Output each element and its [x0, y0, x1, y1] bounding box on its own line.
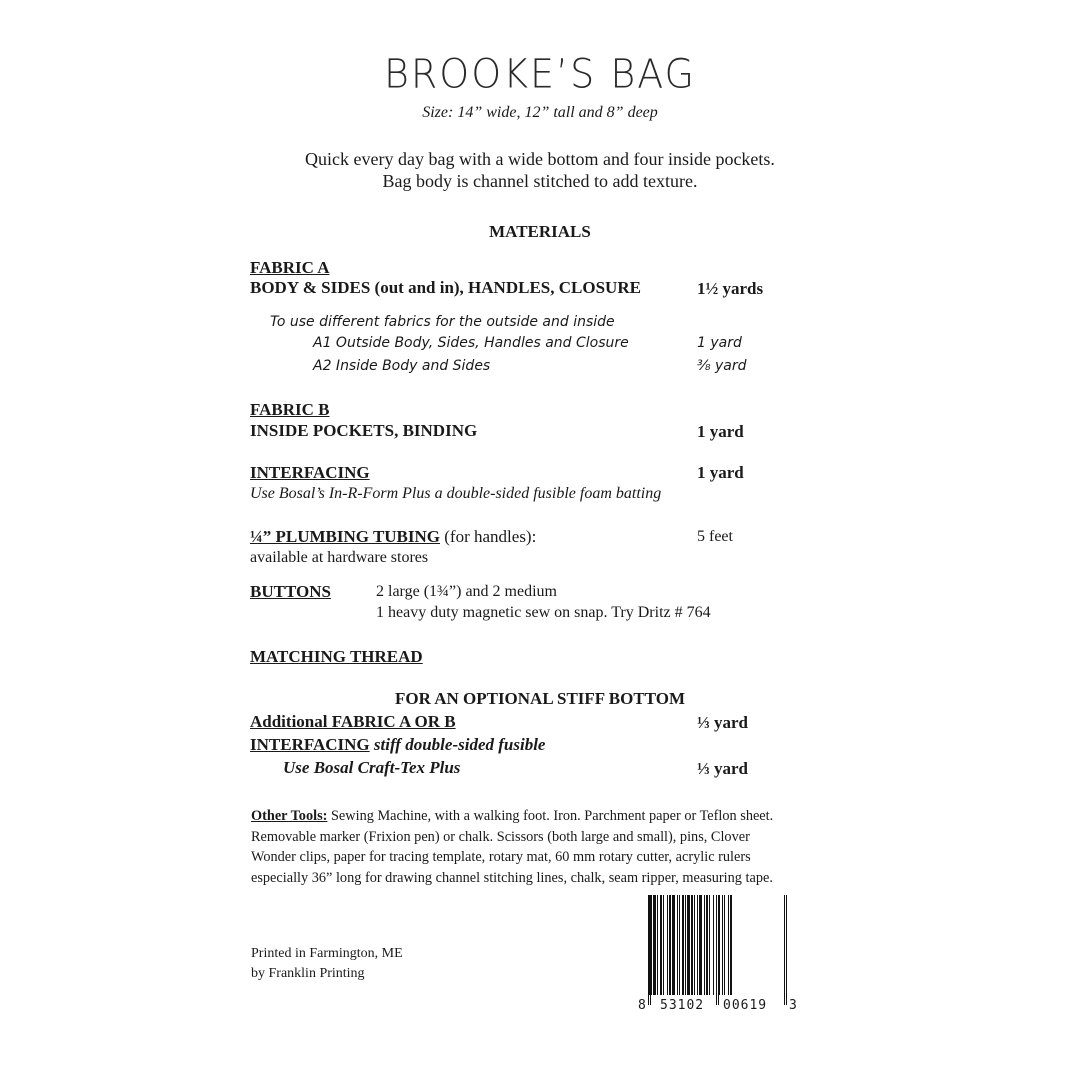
optional-interfacing-label: INTERFACING — [250, 735, 370, 754]
optional-fabric: Additional FABRIC A OR B — [250, 712, 456, 731]
barcode-guard-bar — [650, 895, 651, 1005]
interfacing-heading: INTERFACING — [250, 463, 370, 482]
tubing-line — [250, 527, 536, 547]
buttons-line-2: 1 heavy duty magnetic sew on snap. Try Dritz # 764 — [376, 604, 711, 621]
fabric-a1-qty: 1 yard — [697, 335, 742, 351]
barcode-bar — [679, 895, 680, 995]
other-tools-label: Other Tools: — [251, 808, 328, 824]
fabric-b-item: INSIDE POCKETS, BINDING — [250, 421, 478, 440]
barcode-guard-bar — [784, 895, 785, 1005]
barcode-guard-bar — [718, 895, 719, 1005]
barcode-bar — [667, 895, 668, 995]
barcode-guard-bar — [786, 895, 787, 1005]
buttons-heading: BUTTONS — [250, 582, 331, 601]
barcode-bar — [709, 895, 710, 995]
fabric-a1-label: A1 Outside Body, Sides, Handles and Closure — [313, 335, 629, 351]
fabric-a2-qty: ⅜ yard — [697, 358, 747, 374]
fabric-a-alt-note: To use different fabrics for the outside and inside — [270, 314, 615, 330]
tubing-note: available at hardware stores — [250, 549, 429, 566]
description-line-1: Quick every day bag with a wide bottom and four inside pockets. — [305, 149, 775, 169]
barcode-bar — [682, 895, 684, 995]
barcode-bar — [722, 895, 723, 995]
barcode-last-digit: 3 — [789, 998, 797, 1013]
interfacing-qty: 1 yard — [697, 463, 744, 482]
thread-heading: MATCHING THREAD — [250, 647, 423, 666]
optional-fabric-qty: ⅓ yard — [697, 713, 748, 732]
optional-bosal: Use Bosal Craft-Tex Plus — [283, 758, 461, 777]
buttons-line-1: 2 large (1¾”) and 2 medium — [376, 583, 557, 600]
barcode-left-digits: 53102 — [660, 998, 705, 1013]
tubing-heading: ¼” PLUMBING TUBING — [250, 527, 441, 546]
other-tools-paragraph — [251, 806, 796, 888]
barcode-bar — [653, 895, 656, 995]
tubing-qty: 5 feet — [697, 528, 733, 545]
materials-heading: MATERIALS — [489, 222, 591, 241]
barcode-bar — [660, 895, 662, 995]
optional-bosal-qty: ⅓ yard — [697, 759, 748, 778]
interfacing-note: Use Bosal’s In-R-Form Plus a double-sided fusible foam batting — [250, 485, 662, 502]
optional-interfacing-line — [250, 735, 545, 755]
barcode-right-digits: 00619 — [723, 998, 768, 1013]
barcode-bar — [691, 895, 693, 995]
fabric-a-heading: FABRIC A — [250, 258, 330, 277]
barcode-bar — [730, 895, 732, 995]
barcode-bar — [669, 895, 671, 995]
fabric-b-qty: 1 yard — [697, 422, 744, 441]
barcode-image — [648, 895, 800, 1007]
printed-line-2: by Franklin Printing — [251, 966, 365, 981]
tubing-suffix: (for handles): — [440, 527, 537, 546]
barcode-bar — [694, 895, 695, 995]
optional-interfacing-desc: stiff double-sided fusible — [369, 735, 546, 754]
barcode-bar — [663, 895, 664, 995]
barcode-bar — [672, 895, 675, 995]
fabric-b-heading: FABRIC B — [250, 400, 330, 419]
barcode-bar — [699, 895, 702, 995]
size-line: Size: 14” wide, 12” tall and 8” deep — [422, 104, 658, 121]
fabric-a-qty: 1½ yards — [697, 279, 764, 298]
barcode-guard-bar — [716, 895, 717, 1005]
barcode-bar — [687, 895, 690, 995]
barcode-bar — [713, 895, 714, 995]
barcode-first-digit: 8 — [638, 998, 646, 1013]
barcode-guard-bar — [648, 895, 649, 1005]
description-line-2: Bag body is channel stitched to add texture. — [382, 171, 698, 191]
barcode-bar — [651, 895, 652, 995]
barcode-bar — [724, 895, 725, 995]
barcode-bar — [685, 895, 686, 995]
fabric-a2-label: A2 Inside Body and Sides — [313, 358, 491, 374]
printed-line-1: Printed in Farmington, ME — [251, 946, 403, 961]
page-title: BROOKE’S BAG — [384, 50, 696, 98]
barcode-bar — [657, 895, 658, 995]
barcode-bar — [704, 895, 705, 995]
barcode-bar — [697, 895, 698, 995]
barcode-bar — [677, 895, 678, 995]
other-tools-text: Sewing Machine, with a walking foot. Iron. Parchment paper or Teflon sheet. Removable marker (Frixion pen) or chalk. Scissors (both large and small), pins, Clover Wonder clips, paper for tracing template, rotary mat, 60 mm rotary cutter, acrylic rulers especially 36” long for drawing channel stitching lines, chalk, seam ripper, measuring tape. — [251, 808, 774, 886]
barcode-bar — [728, 895, 729, 995]
fabric-a-item: BODY & SIDES (out and in), HANDLES, CLOSURE — [250, 278, 641, 297]
barcode-bar — [706, 895, 708, 995]
optional-heading: FOR AN OPTIONAL STIFF BOTTOM — [395, 689, 685, 708]
